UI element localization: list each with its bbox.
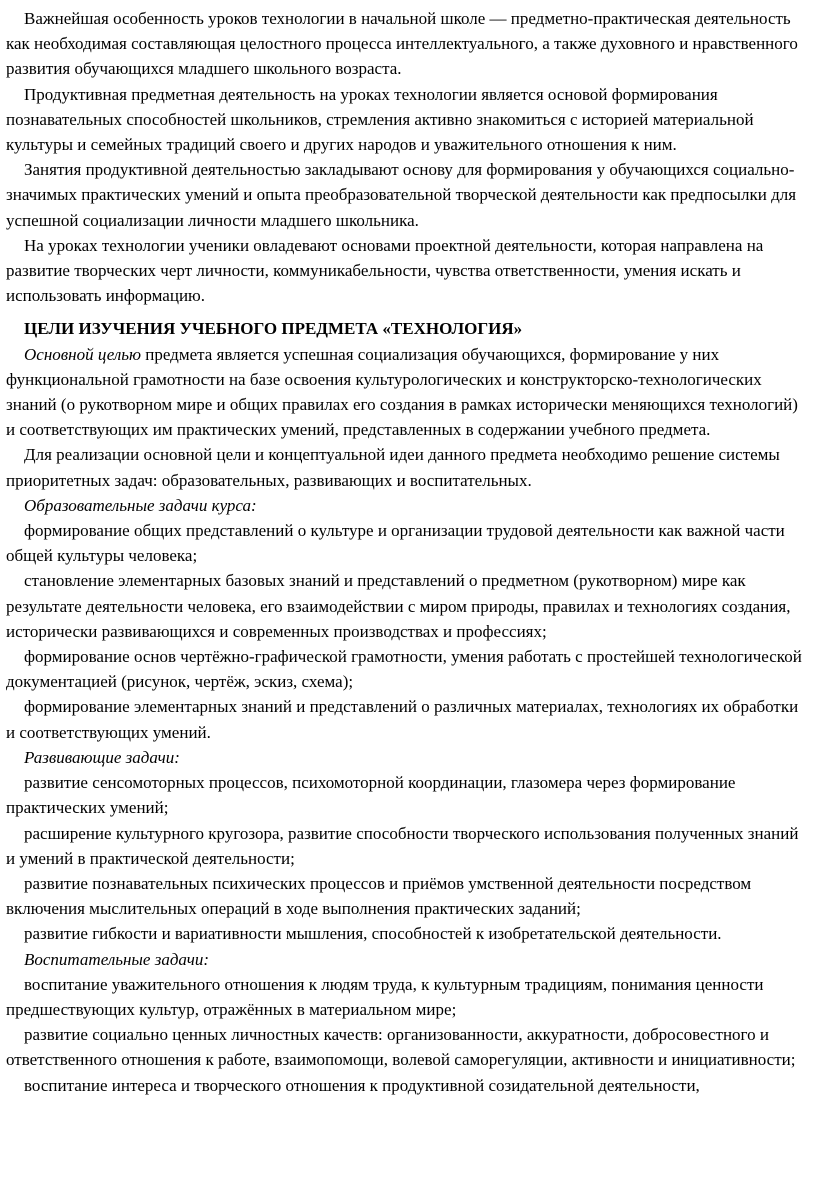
intro-paragraph-3: Занятия продуктивной деятельностью закладывают основу для формирования у обучающихся социально-значимых практических умений и опыта преобразовательной творческой деятельности как предпосылки для успешной социализации личности младшего школьника. xyxy=(6,160,797,230)
section-heading: ЦЕЛИ ИЗУЧЕНИЯ УЧЕБНОГО ПРЕДМЕТА «ТЕХНОЛОГИЯ» xyxy=(24,319,523,339)
educational-task-item: становление элементарных базовых знаний и представлений о предметном (рукотворном) мире как результате деятельности человека, его взаимодействии с миром природы, правилах и технологиях создания, исторически развивающихся и современных производствах и профессиях; xyxy=(6,571,791,641)
intro-paragraph-1: Важнейшая особенность уроков технологии в начальной школе — предметно-практическая деятельность как необходимая составляющая целостного процесса интеллектуального, а также духовного и нравственного развития обучающихся младшего школьного возраста. xyxy=(6,9,798,79)
goal-paragraph xyxy=(6,342,806,443)
developmental-task-item: развитие сенсомоторных процессов, психомоторной координации, глазомера через формирование практических умений; xyxy=(6,773,736,818)
upbringing-task-item: воспитание уважительного отношения к людям труда, к культурным традициям, понимания ценности предшествующих культур, отражённых в материальном мире; xyxy=(6,974,764,1019)
upbringing-task-item: развитие социально ценных личностных качеств: организованности, аккуратности, добросовестного и ответственного отношения к работе, взаимопомощи, волевой саморегуляции, активности и инициативности; xyxy=(6,1025,796,1070)
educational-task-item: формирование элементарных знаний и представлений о различных материалах, технологиях их обработки и соответствующих умений. xyxy=(6,697,799,742)
upbringing-tasks-heading: Воспитательные задачи: xyxy=(24,949,209,969)
developmental-tasks-heading: Развивающие задачи: xyxy=(24,747,180,767)
educational-task-item: формирование основ чертёжно-графической грамотности, умения работать с простейшей технологической документацией (рисунок, чертёж, эскиз, схема); xyxy=(6,647,802,692)
tasks-intro-paragraph: Для реализации основной цели и концептуальной идеи данного предмета необходимо решение системы приоритетных задач: образовательных, развивающих и воспитательных. xyxy=(6,445,780,490)
developmental-task-item: развитие гибкости и вариативности мышления, способностей к изобретательской деятельности. xyxy=(24,924,722,944)
developmental-task-item: развитие познавательных психических процессов и приёмов умственной деятельности посредством включения мыслительных операций в ходе выполнения практических заданий; xyxy=(6,873,752,919)
developmental-task-item: расширение культурного кругозора, развитие способности творческого использования полученных знаний и умений в практической деятельности; xyxy=(6,823,799,868)
goal-rest: предмета является успешная социализация обучающихся, формирование у них функциональной грамотности на базе освоения культурологических и конструкторско-технологических знаний (о рукотворном мире и общих правилах его создания в рамках исторически меняющихся технологий) и соответствующих им практических умений, представленных в содержании учебного предмета. xyxy=(6,344,798,440)
intro-paragraph-4: На уроках технологии ученики овладевают основами проектной деятельности, которая направлена на развитие творческих черт личности, коммуникабельности, чувства ответственности, умения искать и использовать информацию. xyxy=(6,235,764,306)
document-page xyxy=(6,6,806,1098)
goal-lead: Основной целью xyxy=(24,344,141,364)
intro-paragraph-2: Продуктивная предметная деятельность на уроках технологии является основой формирования познавательных способностей школьников, стремления активно знакомиться с историей материальной культуры и семейных традиций своего и других народов и уважительного отношения к ним. xyxy=(6,84,754,155)
educational-tasks-heading: Образовательные задачи курса: xyxy=(24,495,257,515)
educational-task-item: формирование общих представлений о культуре и организации трудовой деятельности как важной части общей культуры человека; xyxy=(6,521,785,566)
upbringing-task-item: воспитание интереса и творческого отношения к продуктивной созидательной деятельности, xyxy=(24,1075,700,1095)
